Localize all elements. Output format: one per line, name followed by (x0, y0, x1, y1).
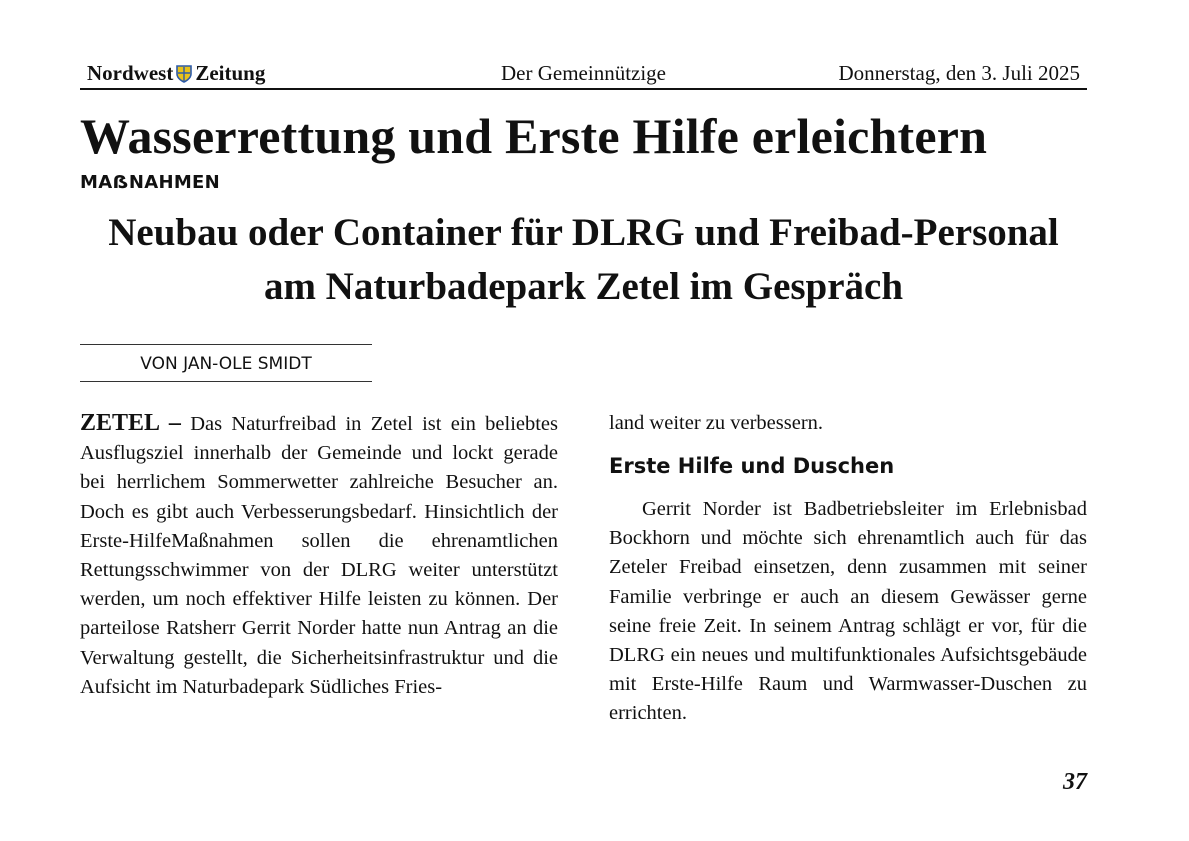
body-continuation: land weiter zu verbessern. (609, 412, 824, 434)
dateline: ZETEL – (80, 410, 181, 436)
newspaper-name[interactable] (87, 61, 265, 86)
issue-date: Donnerstag, den 3. Juli 2025 (838, 61, 1080, 85)
newspaper-name-part2: Zeitung (195, 61, 266, 85)
coat-of-arms-icon (176, 65, 192, 83)
headline: Wasserrettung und Erste Hilfe erleichtern (80, 108, 988, 164)
masthead (80, 58, 1087, 90)
section-heading: Erste Hilfe und Duschen (609, 454, 895, 478)
newspaper-name-part1: Nordwest (87, 61, 174, 85)
body-paragraph-1: Das Naturfreibad in Zetel ist ein beliebtes Ausflugsziel innerhalb der Gemeinde und lockt gerade bei herrlichem Sommerwetter zahlreiche Besucher an. Doch es gibt auch Verbesserungsbedarf. Hinsichtlich der Erste-HilfeMaßnahmen sollen die ehrenamtlichen Rettungsschwimmer von der DLRG weiter unterstützt werden, um noch effektiver Hilfe leisten zu können. Der parteilose Ratsherr Gerrit Norder hatte nun Antrag an die Verwaltung gestellt, die Sicherheitsinfrastruktur und die Aufsicht im Naturbadepark Südliches Fries- (80, 413, 559, 698)
section-name: Der Gemeinnützige (500, 61, 667, 85)
byline: VON JAN-OLE SMIDT (80, 344, 372, 382)
page-number: 37 (1063, 769, 1087, 795)
article-column-left (80, 409, 558, 702)
subheadline: Neubau oder Container für DLRG und Freibad-Personal am Naturbadepark Zetel im Gespräch (108, 211, 1059, 308)
body-paragraph-2: Gerrit Norder ist Badbetriebsleiter im Erlebnisbad Bockhorn und möchte sich ehrenamtlich auch für das Zeteler Freibad einsetzen, denn zusammen mit seiner Familie verbringe er auch an diesem Gewässer gerne seine freie Zeit. In seinem Antrag schlägt er vor, für die DLRG ein neues und multifunktionales Aufsichtsgebäude mit Erste-Hilfe Raum und Warmwasser-Duschen zu errichten. (609, 498, 1087, 725)
kicker: MAẞNAHMEN (80, 172, 221, 193)
